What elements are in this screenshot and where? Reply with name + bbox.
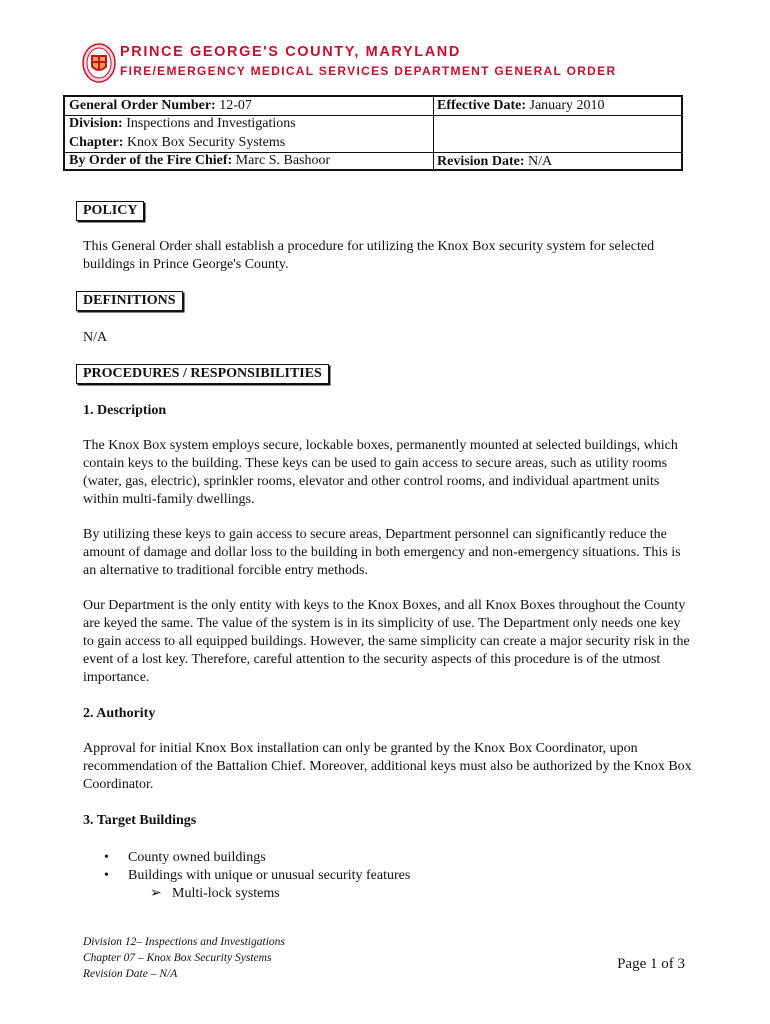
effective-date-row — [433, 97, 681, 116]
list-item-text: Buildings with unique or unusual security features — [128, 868, 411, 883]
target-buildings-heading: 3. Target Buildings — [83, 813, 197, 828]
header-department-title: FIRE/EMERGENCY MEDICAL SERVICES DEPARTMENT GENERAL ORDER — [120, 64, 617, 78]
arrow-bullet-icon: ➢ — [150, 886, 162, 901]
description-paragraph-2: By utilizing these keys to gain access to secure areas, Department personnel can significantly reduce the amount of damage and dollar loss to the building in both emergency and non-emergency situations. This is an alternative to traditional forcible entry methods. — [83, 527, 681, 578]
policy-heading: POLICY — [76, 201, 144, 221]
division-row — [65, 115, 433, 133]
footer-division: Division 12– Inspections and Investigations — [83, 936, 285, 948]
sub-list-item-text: Multi-lock systems — [172, 886, 280, 901]
county-seal-icon — [82, 43, 116, 83]
footer-info — [83, 934, 285, 982]
by-order-value: Marc S. Bashoor — [235, 153, 331, 168]
order-number-label: General Order Number: — [69, 98, 216, 113]
authority-text: Approval for initial Knox Box installation can only be granted by the Knox Box Coordinator, upon recommendation of the Battalion Chief. Moreover, additional keys must also be authorized by the Knox Box Coordinator. — [83, 741, 692, 792]
policy-text: This General Order shall establish a procedure for utilizing the Knox Box security system for selected buildings in Prince George's County. — [83, 239, 655, 272]
authority-heading: 2. Authority — [83, 706, 156, 721]
footer-chapter: Chapter 07 – Knox Box Security Systems — [83, 952, 272, 964]
revision-date-label: Revision Date: — [437, 154, 525, 169]
procedures-heading: PROCEDURES / RESPONSIBILITIES — [76, 364, 329, 384]
list-item — [104, 867, 410, 885]
sub-list-item — [150, 885, 280, 903]
info-left-column — [65, 97, 434, 169]
bullet-icon: • — [104, 850, 109, 865]
effective-date-label: Effective Date: — [437, 98, 527, 113]
header-county-title: PRINCE GEORGE'S COUNTY, MARYLAND — [120, 44, 461, 60]
chapter-row — [65, 134, 433, 153]
definitions-heading: DEFINITIONS — [76, 291, 183, 311]
division-value: Inspections and Investigations — [126, 116, 296, 131]
effective-date-value: January 2010 — [529, 98, 605, 113]
definitions-text: N/A — [83, 330, 108, 345]
by-order-row — [65, 152, 433, 170]
revision-date-value: N/A — [528, 154, 553, 169]
info-right-column — [433, 97, 681, 169]
description-heading: 1. Description — [83, 403, 167, 418]
description-paragraph-1: The Knox Box system employs secure, lockable boxes, permanently mounted at selected buildings, which contain keys to the building. These keys can be used to gain access to secure areas, such as utility rooms (water, gas, electric), sprinkler rooms, elevator and other control rooms, and individual apartment units within multi-family dwellings. — [83, 438, 678, 507]
list-item-text: County owned buildings — [128, 850, 266, 865]
page-number: Page 1 of 3 — [617, 956, 685, 972]
general-order-info-table — [63, 95, 683, 171]
description-paragraph-3: Our Department is the only entity with keys to the Knox Boxes, and all Knox Boxes throughout the County are keyed the same. The value of the system is in its simplicity of use. The Department only needs one key to gain access to all equipped buildings. However, the same simplicity can create a major security risk in the event of a lost key. Therefore, careful attention to the security aspects of this procedure is of the utmost importance. — [83, 598, 690, 685]
by-order-label: By Order of the Fire Chief: — [69, 153, 233, 168]
chapter-label: Chapter: — [69, 135, 124, 150]
order-number-row — [65, 97, 433, 116]
bullet-icon: • — [104, 868, 109, 883]
revision-date-row — [433, 152, 681, 171]
chapter-value: Knox Box Security Systems — [126, 135, 286, 150]
division-label: Division: — [69, 116, 123, 131]
order-number-value: 12-07 — [219, 98, 252, 113]
footer-revision: Revision Date – N/A — [83, 968, 178, 980]
list-item — [104, 849, 266, 867]
